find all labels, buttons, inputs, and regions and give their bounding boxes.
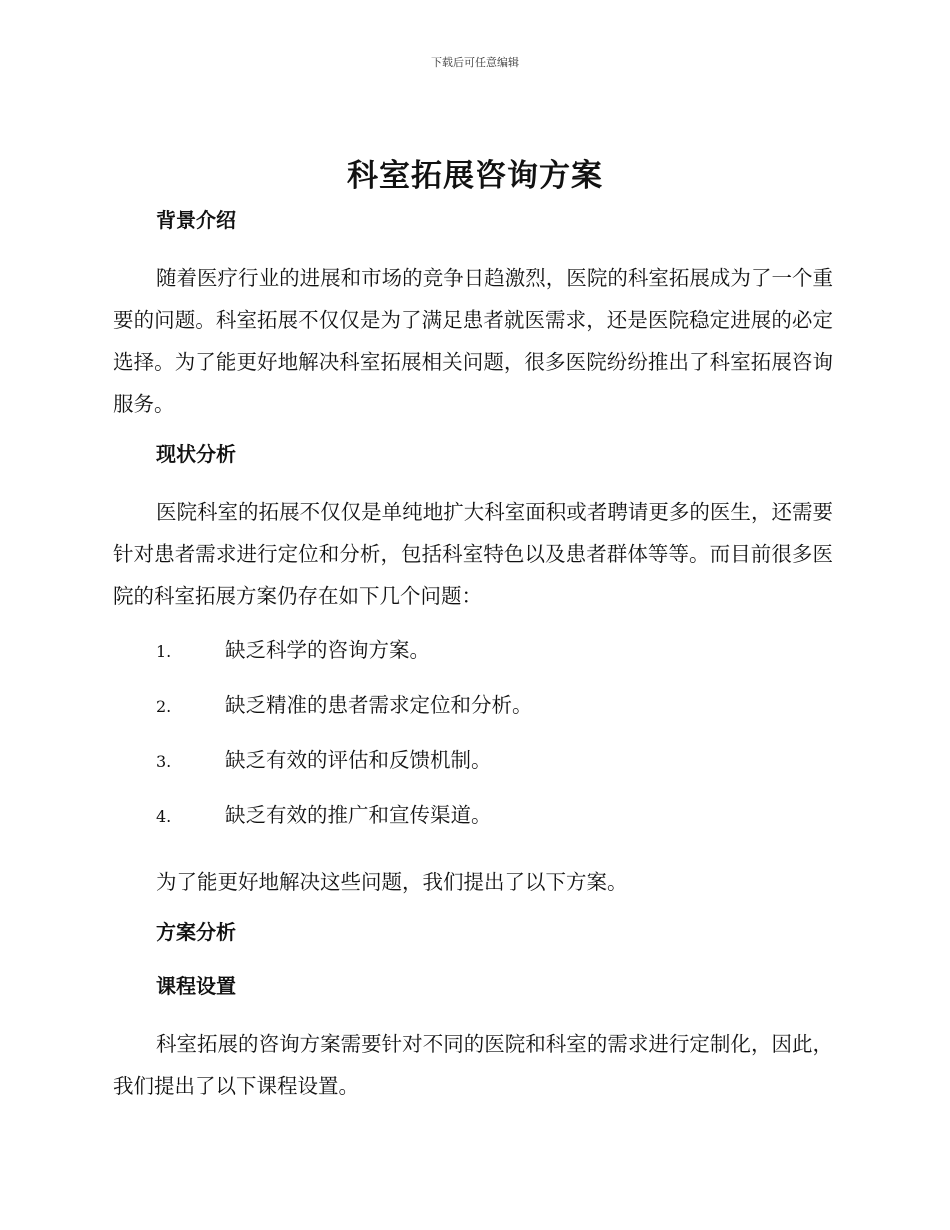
list-item-text: 缺乏精准的患者需求定位和分析。 xyxy=(225,693,533,717)
problem-list xyxy=(113,629,833,849)
list-item xyxy=(113,739,833,794)
list-item xyxy=(113,794,833,849)
list-item-text: 缺乏有效的评估和反馈机制。 xyxy=(225,748,492,772)
list-item-number: 3. xyxy=(156,752,172,771)
section-heading-plan: 方案分析 xyxy=(156,920,236,944)
list-item xyxy=(113,629,833,684)
section-heading-background: 背景介绍 xyxy=(156,208,236,232)
list-item-text: 缺乏科学的咨询方案。 xyxy=(225,638,430,662)
background-paragraph: 随着医疗行业的进展和市场的竞争日趋激烈，医院的科室拓展成为了一个重要的问题。科室拓展不仅仅是为了满足患者就医需求，还是医院稳定进展的必定选择。为了能更好地解决科室拓展相关问题，很多医院纷纷推出了科室拓展咨询服务。 xyxy=(113,266,833,416)
list-item-text: 缺乏有效的推广和宣传渠道。 xyxy=(225,803,492,827)
header-note: 下载后可任意编辑 xyxy=(431,56,519,69)
course-paragraph: 科室拓展的咨询方案需要针对不同的医院和科室的需求进行定制化，因此，我们提出了以下课程设置。 xyxy=(113,1032,833,1098)
list-item-number: 1. xyxy=(156,642,172,661)
list-item-number: 4. xyxy=(156,807,172,826)
section-heading-status: 现状分析 xyxy=(156,442,236,466)
list-item xyxy=(113,684,833,739)
document-title: 科室拓展咨询方案 xyxy=(347,158,603,194)
document-body xyxy=(113,203,833,1119)
list-item-number: 2. xyxy=(156,697,172,716)
status-conclusion: 为了能更好地解决这些问题，我们提出了以下方案。 xyxy=(156,870,628,894)
status-paragraph: 医院科室的拓展不仅仅是单纯地扩大科室面积或者聘请更多的医生，还需要针对患者需求进行定位和分析，包括科室特色以及患者群体等等。而目前很多医院的科室拓展方案仍存在如下几个问题： xyxy=(113,500,833,608)
section-heading-course: 课程设置 xyxy=(156,974,236,998)
